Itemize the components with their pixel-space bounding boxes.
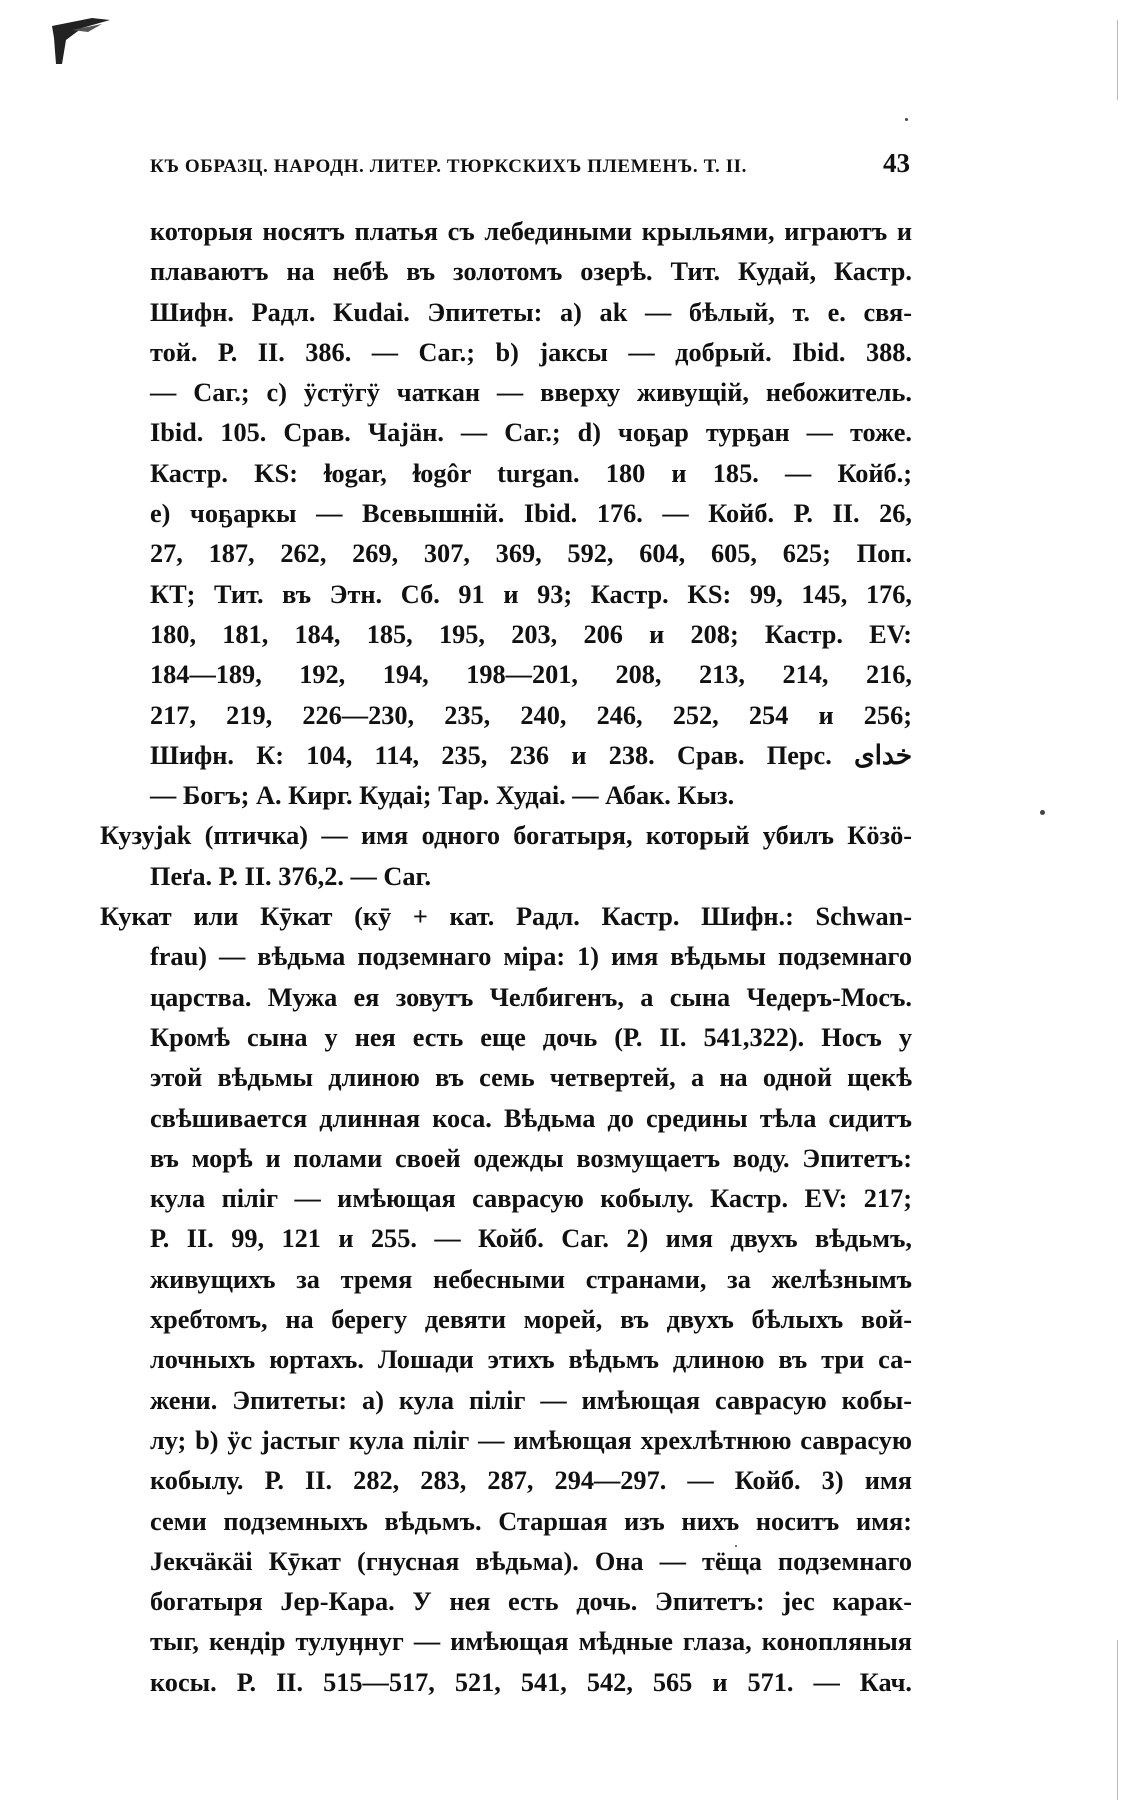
text-line: Шифн. К: 104, 114, 235, 236 и 238. Срав. Перс. خدای (150, 740, 912, 770)
text-line: frau) — вѣдьма подземнаго міра: 1) имя вѣдьмы подземнаго (150, 942, 912, 972)
text-line: царства. Мужа ея зовутъ Челбигенъ, а сына Чедеръ-Мосъ. (150, 982, 912, 1012)
text-line: тыг, кендiр тулуӊнуг — имѣющая мѣдные глаза, конопляныя (150, 1627, 912, 1657)
text-line: въ морѣ и полами своей одежды возмущаетъ воду. Эпитетъ: (150, 1143, 912, 1173)
text-line: лочныхъ юртахъ. Лошади этихъ вѣдьмъ длиною въ три са- (150, 1345, 912, 1375)
body-text (100, 212, 912, 1703)
text-line: Р. II. 99, 121 и 255. — Койб. Саг. 2) имя двухъ вѣдьмъ, (150, 1224, 912, 1254)
page-header (150, 148, 910, 184)
text-line: 217, 219, 226—230, 235, 240, 246, 252, 254 и 256; (150, 700, 912, 730)
text-line: кула пiлiг — имѣющая саврасую кобылу. Кастр. EV: 217; (150, 1184, 912, 1214)
text-line: той. Р. II. 386. — Саг.; b) jaксы — добрый. Ibid. 388. (150, 337, 912, 367)
text-line: КТ; Тит. въ Этн. Сб. 91 и 93; Кастр. KS: 99, 145, 176, (150, 579, 912, 609)
text-line: лу; b) ӱс jастыг кула пiлiг — имѣющая хрехлѣтнюю саврасую (150, 1425, 912, 1455)
text-line: Кузуjak (птичка) — имя одного богатыря, который убилъ Кӧзӧ- (100, 821, 912, 851)
page-edge-line (1117, 1640, 1118, 1800)
text-line: е) чоҕаркы — Всевышній. Ibid. 176. — Койб. Р. II. 26, (150, 499, 912, 529)
text-line: плаваютъ на небѣ въ золотомъ озерѣ. Тит. Кудай, Кастр. (150, 257, 912, 287)
text-line: жени. Эпитеты: а) кула пiлiг — имѣющая саврасую кобы- (150, 1385, 912, 1415)
text-line: Шифн. Радл. Kudai. Эпитеты: а) ak — бѣлый, т. е. свя- (150, 297, 912, 327)
text-line: свѣшивается длинная коса. Вѣдьма до средины тѣла сидитъ (150, 1103, 912, 1133)
text-line: Кастр. KS: ɫogar, ɫogôr turgan. 180 и 185. — Койб.; (150, 458, 912, 488)
text-line: семи подземныхъ вѣдьмъ. Старшая изъ нихъ носитъ имя: (150, 1506, 912, 1536)
text-line: — Саг.; с) ӱстӱгӱ чаткан — вверху живущій, небожитель. (150, 378, 912, 408)
text-line: Ibid. 105. Срав. Чаjӓн. — Саг.; d) чоҕар турҕан — тоже. (150, 418, 912, 448)
text-line: Јекчӓкӓі Кӯкат (гнусная вѣдьма). Она — тёща подземнаго (150, 1546, 912, 1576)
text-line: богатыря Јер-Кара. У нея есть дочь. Эпитетъ: jес карак- (150, 1587, 912, 1617)
page-number: 43 (883, 148, 910, 178)
text-line: этой вѣдьмы длиною въ семь четвертей, а на одной щекѣ (150, 1063, 912, 1093)
scan-corner-mark (52, 18, 110, 64)
text-line: Кукат или Кӯкат (кӯ + кат. Радл. Кастр. Шифн.: Schwan- (100, 902, 912, 932)
text-line: 180, 181, 184, 185, 195, 203, 206 и 208; Кастр. EV: (150, 619, 912, 649)
text-line: — Богъ; А. Кирг. Кудаі; Тар. Худаі. — Абак. Кыз. (150, 781, 735, 811)
text-line: кобылу. Р. II. 282, 283, 287, 294—297. — Койб. 3) имя (150, 1466, 912, 1496)
scan-speck (1040, 810, 1045, 815)
text-line: хребтомъ, на берегу девяти морей, въ двухъ бѣлыхъ вой- (150, 1305, 912, 1335)
text-line: живущихъ за тремя небесными странами, за желѣзнымъ (150, 1264, 912, 1294)
text-line: Пеґа. Р. II. 376,2. — Саг. (150, 861, 432, 891)
running-head: КЪ ОБРАЗЦ. НАРОДН. ЛИТЕР. ТЮРКСКИХЪ ПЛЕМЕНЪ. Т. II. (150, 156, 748, 177)
page-edge-line (1117, 20, 1118, 100)
scan-speck (905, 118, 908, 121)
text-line: 27, 187, 262, 269, 307, 369, 592, 604, 605, 625; Поп. (150, 539, 912, 569)
text-line: Кромѣ сына у нея есть еще дочь (Р. II. 541,322). Носъ у (150, 1022, 912, 1052)
text-line: косы. Р. II. 515—517, 521, 541, 542, 565 и 571. — Кач. (150, 1667, 912, 1697)
text-line: 184—189, 192, 194, 198—201, 208, 213, 214, 216, (150, 660, 912, 690)
text-line: которыя носятъ платья съ лебедиными крыльями, играютъ и (150, 217, 912, 246)
